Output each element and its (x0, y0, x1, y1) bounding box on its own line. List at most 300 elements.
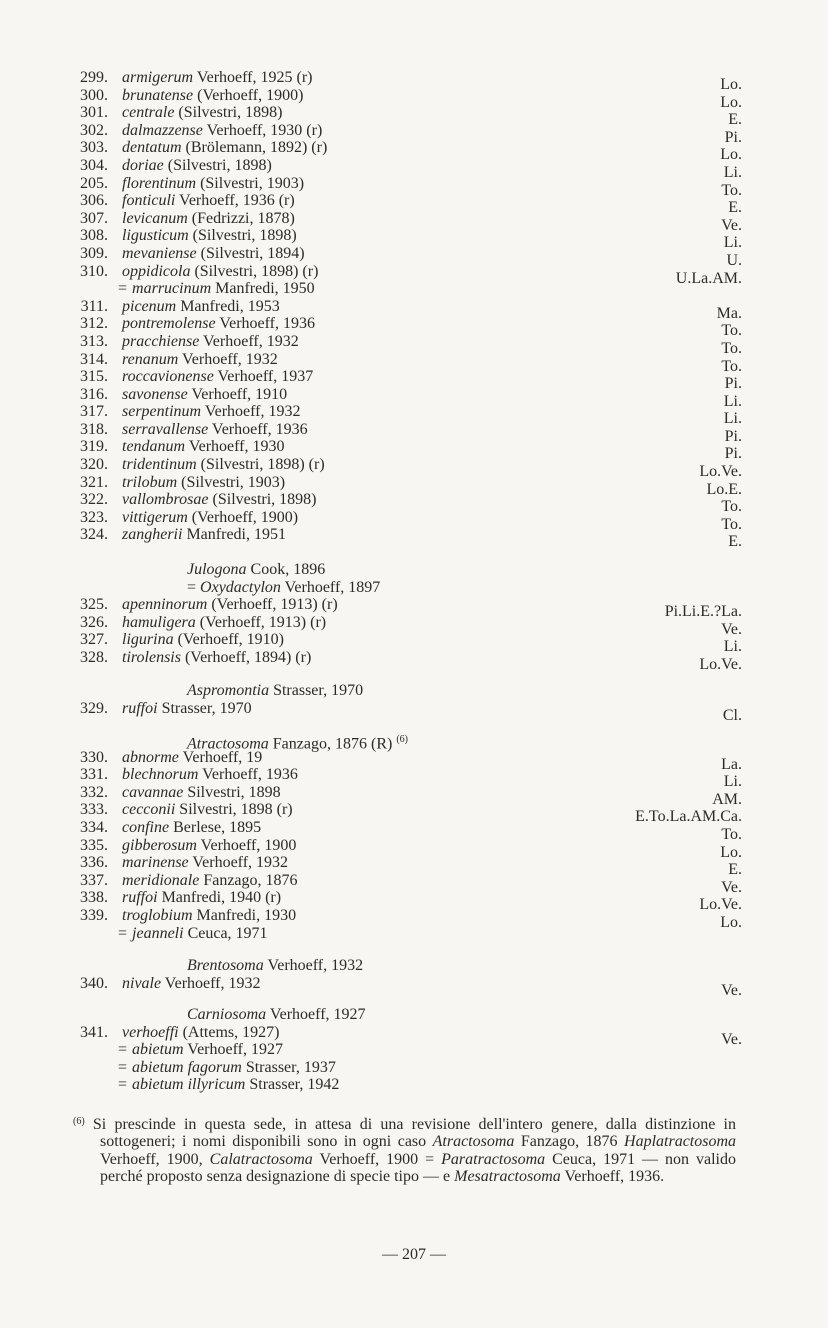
region-code: Ma. (716, 304, 742, 322)
species-row (0, 508, 828, 533)
species-row (0, 801, 828, 826)
species-name: cavannae (122, 783, 184, 801)
species-number: 318. (80, 420, 108, 438)
species-row (0, 262, 828, 287)
species-name: savonense (122, 385, 188, 403)
species-author: (Silvestri, 1903) (177, 473, 286, 491)
species-name: pracchiense (122, 332, 200, 350)
species-name: armigerum (122, 69, 194, 86)
species-row (0, 121, 828, 146)
species-author: Verhoeff, 1932 (201, 403, 301, 421)
species-entry (122, 491, 317, 509)
species-name: pontremolense (122, 315, 216, 333)
species-number: 330. (80, 748, 108, 766)
genus-author: Verhoeff, 1927 (266, 1006, 366, 1023)
species-name: apenninorum (122, 596, 208, 614)
genus-block-carniosoma (0, 1006, 828, 1094)
region-code: Lo. (720, 913, 742, 931)
species-author: (Verhoeff, 1913) (r) (195, 613, 327, 631)
species-number: 321. (80, 473, 108, 491)
species-name: confine (122, 818, 170, 836)
synonym-entry (118, 280, 315, 298)
region-code: Ve. (721, 1030, 742, 1048)
species-name: trilobum (122, 473, 178, 491)
species-number: 314. (80, 350, 108, 368)
species-author: Verhoeff, 1936 (r) (175, 192, 295, 210)
synonym-name: abietum illyricum (132, 1076, 246, 1094)
region-code: To. (721, 339, 742, 357)
footnote-text: Si prescinde in questa sede, in attesa di una revisione dell'intero genere, dalla distinzione in sottogeneri; i nomi disponibili sono in ogni caso (84, 1116, 736, 1151)
region-code: To. (721, 357, 742, 375)
genus-heading (0, 957, 828, 975)
species-row (0, 748, 828, 773)
species-name: fonticuli (122, 192, 176, 210)
species-author: (Silvestri, 1894) (196, 244, 305, 262)
region-code: To. (721, 498, 742, 516)
species-author: Berlese, 1895 (169, 818, 262, 836)
species-entry (122, 333, 299, 351)
region-code: To. (721, 825, 742, 843)
region-code: La. (721, 755, 742, 773)
genus-heading (0, 682, 828, 700)
species-entry (122, 87, 303, 105)
species-name: florentinum (122, 174, 197, 192)
species-author: Verhoeff, 1936 (208, 420, 308, 438)
species-author: (Brölemann, 1892) (r) (181, 139, 328, 157)
species-name: levicanum (122, 209, 188, 227)
species-name: ruffoi (122, 699, 158, 717)
species-number: 323. (80, 508, 108, 526)
species-author: Silvestri, 1898 (r) (175, 801, 293, 819)
species-entry (122, 245, 305, 263)
species-number: 338. (80, 889, 108, 907)
genus-name: Carniosoma (187, 1006, 267, 1023)
species-row (0, 420, 828, 445)
region-code: Lo. (720, 843, 742, 861)
species-number: 205. (80, 174, 108, 192)
footnote-genus: Paratractosoma (441, 1150, 546, 1168)
footnote-genus: Haplatractosoma (624, 1133, 737, 1151)
region-code: U. (726, 251, 742, 269)
species-row (0, 974, 828, 999)
synonym-row (0, 1059, 828, 1077)
species-entry (122, 403, 301, 421)
species-entry (122, 351, 278, 369)
synonym-entry (118, 925, 268, 943)
species-entry (122, 509, 298, 527)
species-row (0, 783, 828, 808)
species-entry (122, 1024, 279, 1042)
genus-heading (0, 1006, 828, 1024)
species-entry (122, 368, 313, 386)
region-code: Lo. (720, 76, 742, 93)
species-number: 324. (80, 526, 108, 544)
species-number: 335. (80, 836, 108, 854)
species-number: 316. (80, 385, 108, 403)
region-code: E. (728, 199, 742, 217)
species-row (0, 227, 828, 252)
species-number: 334. (80, 818, 108, 836)
species-number: 331. (80, 766, 108, 784)
species-number: 309. (80, 244, 108, 262)
species-entry (122, 474, 285, 492)
species-entry (122, 801, 293, 819)
synonym-name: abietum fagorum (132, 1058, 242, 1076)
species-author: Verhoeff, 1900 (196, 836, 297, 854)
species-author: (Attems, 1927) (178, 1023, 280, 1041)
species-row (0, 854, 828, 879)
equals-sign: = (118, 1058, 128, 1076)
species-name: dentatum (122, 139, 182, 157)
footnote-text: Verhoeff, 1900 = (312, 1150, 442, 1168)
synonym-row (0, 1076, 828, 1094)
species-row (0, 244, 828, 269)
species-number: 329. (80, 699, 108, 717)
species-author: Manfredi, 1930 (192, 906, 297, 924)
region-code: Cl. (722, 706, 742, 724)
species-row (0, 818, 828, 843)
species-author: Verhoeff, 1930 (185, 438, 285, 456)
region-code: Pi. (724, 375, 742, 393)
species-entry (122, 210, 295, 228)
species-name: marinense (122, 854, 189, 872)
synonym-author: Strasser, 1942 (245, 1076, 340, 1094)
region-code: U.La.AM. (675, 269, 742, 287)
species-number: 302. (80, 121, 108, 139)
species-author: Verhoeff, 1910 (187, 385, 288, 403)
species-row (0, 156, 828, 181)
species-author: (Silvestri, 1898) (174, 104, 283, 122)
region-code: To. (721, 515, 742, 533)
species-number: 341. (80, 1023, 108, 1041)
species-number: 339. (80, 906, 108, 924)
region-code: Ve. (721, 981, 742, 999)
species-entry (122, 854, 288, 872)
species-row (0, 473, 828, 498)
region-code: Li. (723, 234, 742, 252)
synonym-author: Strasser, 1937 (241, 1058, 336, 1076)
species-entry (122, 421, 308, 439)
species-author: (Verhoeff, 1910) (173, 631, 284, 649)
species-author: (Verhoeff, 1900) (187, 508, 299, 526)
species-number: 325. (80, 596, 108, 614)
genus-block-julogona (0, 561, 828, 673)
species-entry (122, 631, 284, 649)
species-row (0, 613, 828, 638)
region-code: Ve. (721, 620, 742, 638)
species-name: ligurina (122, 631, 174, 649)
species-row (0, 648, 828, 673)
region-code: Pi. (724, 128, 742, 146)
species-name: cecconii (122, 801, 176, 819)
species-row (0, 192, 828, 217)
region-code: E.To.La.AM.Ca. (635, 808, 742, 826)
species-number: 310. (80, 262, 108, 280)
region-code: Li. (723, 163, 742, 181)
species-row (0, 906, 828, 931)
synonym-author: Verhoeff, 1927 (183, 1041, 283, 1059)
species-row (0, 350, 828, 375)
species-entry (122, 975, 260, 993)
region-code: Pi.Li.E.?La. (664, 603, 742, 621)
species-name: abnorme (122, 748, 179, 766)
species-name: picenum (122, 297, 177, 315)
species-row (0, 315, 828, 340)
species-row (0, 889, 828, 914)
species-number: 326. (80, 613, 108, 631)
species-author: Manfredi, 1940 (r) (157, 889, 282, 907)
genus-name: Julogona (187, 561, 247, 578)
footnote-genus: Mesatractosoma (454, 1168, 561, 1186)
synonym-entry (118, 1059, 336, 1077)
species-author: (Silvestri, 1898) (188, 227, 297, 245)
species-row (0, 631, 828, 656)
species-entry (122, 872, 298, 890)
species-number: 317. (80, 403, 108, 421)
footnote-genus: Calatractosoma (209, 1150, 313, 1168)
species-name: nivale (122, 974, 162, 992)
region-code: Li. (723, 773, 742, 791)
species-name: renanum (122, 350, 179, 368)
species-row (0, 766, 828, 791)
species-name: doriae (122, 156, 164, 174)
species-name: meridionale (122, 871, 200, 889)
synonym-author: Manfredi, 1950 (211, 280, 315, 298)
synonym-row (0, 925, 828, 943)
genus-author: Fanzago, 1876 (R) (268, 735, 397, 753)
footnote-mark: (6) (73, 1116, 85, 1127)
region-code: Ve. (721, 878, 742, 896)
region-code: Lo. (720, 146, 742, 164)
species-row (0, 139, 828, 164)
region-code: Pi. (724, 445, 742, 463)
species-row (0, 491, 828, 516)
species-name: serpentinum (122, 403, 202, 421)
genus-author: Verhoeff, 1932 (263, 957, 364, 974)
species-row (0, 297, 828, 322)
species-author: (Verhoeff, 1900) (193, 86, 304, 104)
species-entry (122, 122, 322, 140)
synonym-name: jeanneli (132, 924, 184, 942)
species-row (0, 403, 828, 428)
species-author: (Verhoeff, 1894) (r) (180, 648, 312, 666)
genus-block-atractosoma (0, 731, 828, 942)
synonym-name: marrucinum (132, 280, 212, 298)
species-number: 336. (80, 854, 108, 872)
genus-name: Aspromontia (187, 682, 270, 699)
species-entry (122, 227, 297, 245)
species-number: 332. (80, 783, 108, 801)
genus-name: Brentosoma (187, 957, 264, 974)
species-row (0, 69, 828, 93)
species-row (0, 86, 828, 111)
species-name: vallombrosae (122, 491, 209, 509)
species-row (0, 456, 828, 481)
region-code: Lo.Ve. (699, 896, 742, 914)
species-name: blechnorum (122, 766, 199, 784)
species-name: troglobium (122, 906, 193, 924)
species-author: Fanzago, 1876 (199, 871, 298, 889)
species-name: brunatense (122, 86, 194, 104)
genus-author: Cook, 1896 (246, 561, 326, 578)
species-row (0, 836, 828, 861)
species-author: Silvestri, 1898 (183, 783, 281, 801)
species-number: 311. (80, 297, 108, 315)
synonym-name: abietum (132, 1041, 184, 1059)
species-name: ligusticum (122, 227, 189, 245)
species-author: Verhoeff, 1937 (213, 368, 314, 386)
species-name: oppidicola (122, 262, 191, 280)
species-entry (122, 438, 285, 456)
species-entry (122, 386, 287, 404)
species-entry (122, 749, 262, 767)
species-name: tirolensis (122, 648, 181, 666)
species-author: Manfredi, 1953 (176, 297, 280, 315)
region-code: Li. (723, 392, 742, 410)
footnote-text: Verhoeff, 1936. (560, 1168, 665, 1186)
species-number: 340. (80, 974, 108, 992)
species-row (0, 526, 828, 551)
genus-author: Strasser, 1970 (269, 682, 364, 699)
footnote-text: Fanzago, 1876 (514, 1133, 625, 1151)
species-author: (Fedrizzi, 1878) (187, 209, 295, 227)
region-code: Li. (723, 638, 742, 656)
region-code: To. (721, 181, 742, 199)
equals-sign: = (118, 924, 128, 942)
species-entry (122, 526, 286, 544)
species-row (0, 438, 828, 463)
species-name: roccavionense (122, 368, 214, 386)
page-number: — 207 — (382, 1246, 446, 1263)
species-row (0, 699, 828, 724)
species-author: (Silvestri, 1898) (163, 156, 272, 174)
region-code: Ve. (721, 216, 742, 234)
species-entry (122, 104, 282, 122)
species-number: 319. (80, 438, 108, 456)
species-name: ruffoi (122, 889, 158, 907)
species-entry (122, 298, 280, 316)
species-number: 301. (80, 104, 108, 122)
footnote-text: Ceuca, 1971 — non valido perché proposto senza designazione di specie tipo — e (100, 1150, 737, 1186)
species-entry (122, 907, 296, 925)
species-author: Verhoeff, 1932 (161, 974, 261, 992)
species-author: Verhoeff, 1932 (178, 350, 278, 368)
species-author: Verhoeff, 1936 (198, 766, 298, 784)
species-row (0, 332, 828, 357)
species-entry (122, 837, 296, 855)
species-name: vittigerum (122, 508, 188, 526)
species-number: 327. (80, 631, 108, 649)
species-name: hamuligera (122, 613, 196, 631)
genus-block-aspromontia (0, 682, 828, 724)
species-name: mevaniense (122, 244, 197, 262)
species-author: (Silvestri, 1903) (196, 174, 305, 192)
species-number: 308. (80, 227, 108, 245)
region-code: E. (728, 111, 742, 129)
equals-sign: = (118, 280, 128, 298)
species-author: (Silvestri, 1898) (r) (190, 262, 319, 280)
species-row (0, 385, 828, 410)
footnote-text: Verhoeff, 1900, (100, 1150, 210, 1168)
footnote-genus: Atractosoma (432, 1133, 515, 1151)
region-code: E. (728, 533, 742, 551)
species-entry (122, 596, 338, 614)
species-author: Manfredi, 1951 (182, 526, 286, 544)
synonym-entry (118, 1076, 339, 1094)
species-number: 322. (80, 491, 108, 509)
species-entry (122, 649, 311, 667)
region-code: AM. (712, 790, 742, 808)
synonym-name: Oxydactylon (200, 578, 281, 596)
species-author: (Verhoeff, 1913) (r) (207, 596, 338, 614)
species-author: Verhoeff, 19 (178, 748, 263, 766)
synonym-entry (118, 1041, 283, 1059)
species-entry (122, 315, 315, 333)
genus-synonym: = Oxydactylon Verhoeff, 1897 (187, 578, 381, 596)
species-row (0, 368, 828, 393)
species-row (0, 174, 828, 199)
species-entry (122, 614, 326, 632)
species-entry (122, 263, 318, 281)
species-name: zangherii (122, 526, 183, 544)
species-entry (122, 192, 295, 210)
region-code: Lo.E. (706, 480, 742, 498)
species-number: 307. (80, 209, 108, 227)
species-entry (122, 157, 272, 175)
species-entry (122, 700, 252, 718)
species-author: Verhoeff, 1932 (199, 332, 299, 350)
region-code: Lo.Ve. (699, 655, 742, 673)
species-number: 328. (80, 648, 108, 666)
species-number: 315. (80, 368, 108, 386)
species-author: (Silvestri, 1898) (r) (196, 456, 325, 474)
species-name: serravallense (122, 420, 209, 438)
species-entry (122, 819, 261, 837)
genus-heading (0, 731, 828, 753)
species-row (0, 104, 828, 129)
species-name: gibberosum (122, 836, 197, 854)
equals-sign: = (118, 1041, 128, 1059)
synonym-row (0, 1041, 828, 1059)
species-author: Strasser, 1970 (157, 699, 252, 717)
species-number: 312. (80, 315, 108, 333)
species-author: Verhoeff, 1936 (215, 315, 315, 333)
species-author: Verhoeff, 1930 (r) (202, 121, 323, 139)
species-number: 300. (80, 86, 108, 104)
synonym-author: Verhoeff, 1897 (280, 578, 381, 596)
species-entry (122, 766, 298, 784)
genus-block-brentosoma (0, 957, 828, 999)
species-row (0, 871, 828, 896)
species-row (0, 1023, 828, 1048)
species-author: Verhoeff, 1925 (r) (193, 69, 313, 86)
genus-heading (0, 561, 828, 579)
species-author: (Silvestri, 1898) (208, 491, 317, 509)
equals-sign: = (118, 1076, 128, 1094)
species-number: 299. (80, 69, 108, 86)
region-code: Lo.Ve. (699, 463, 742, 481)
species-entry (122, 784, 281, 802)
region-code: Li. (723, 410, 742, 428)
region-code: To. (721, 322, 742, 340)
species-author: Verhoeff, 1932 (188, 854, 289, 872)
species-entry (122, 139, 327, 157)
synonym-author: Ceuca, 1971 (183, 924, 268, 942)
species-number: 306. (80, 192, 108, 210)
species-number: 333. (80, 801, 108, 819)
species-name: tridentinum (122, 456, 197, 474)
species-number: 320. (80, 456, 108, 474)
